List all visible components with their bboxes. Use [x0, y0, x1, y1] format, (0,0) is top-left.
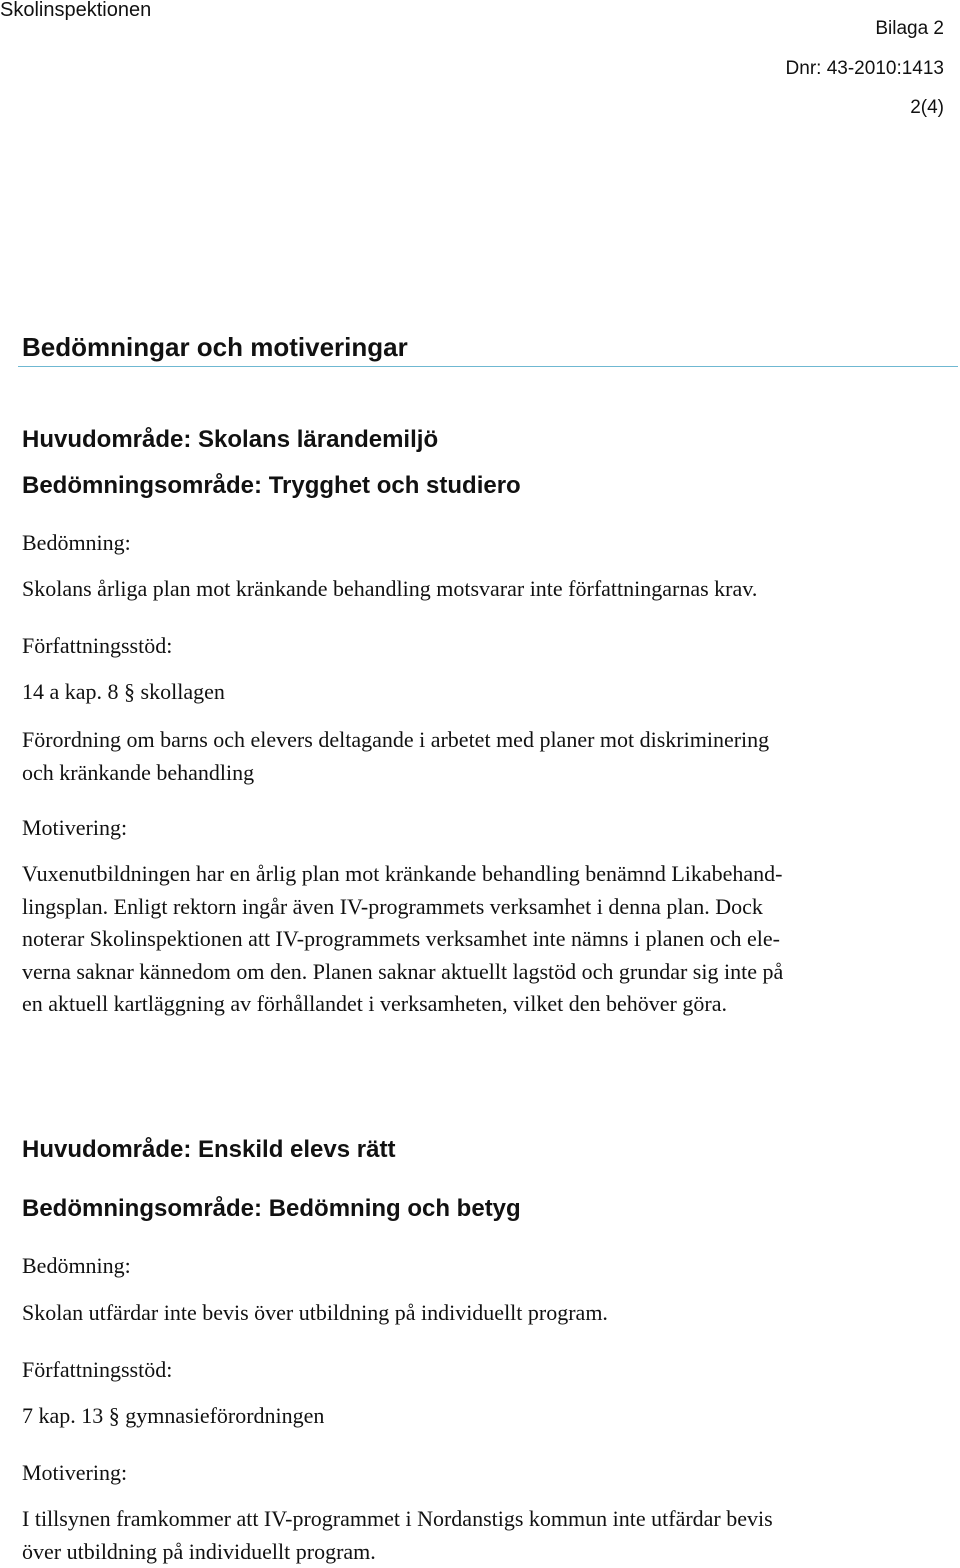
- legal-support-ref-1: 14 a kap. 8 § skollagen: [22, 679, 225, 704]
- section-title: Bedömningar och motiveringar: [22, 332, 408, 362]
- motivation-label-1: Motivering:: [22, 815, 128, 840]
- motivation-text-2: [22, 1503, 947, 1568]
- motivation-line: verna saknar kännedom om den. Planen saknar aktuellt lagstöd och grundar sig inte på: [22, 958, 784, 984]
- section-divider: [18, 366, 958, 367]
- motivation-text-1: [22, 858, 947, 1021]
- attachment-label: Bilaga 2: [875, 18, 944, 39]
- assessment-area-heading-2: Bedömningsområde: Bedömning och betyg: [22, 1195, 521, 1222]
- main-area-heading-2: Huvudområde: Enskild elevs rätt: [22, 1136, 396, 1163]
- organization-name: Skolinspektionen: [0, 0, 152, 21]
- document-number: Dnr: 43-2010:1413: [785, 58, 944, 79]
- assessment-text-2: Skolan utfärdar inte bevis över utbildning på individuellt program.: [22, 1300, 608, 1325]
- main-area-heading-1: Huvudområde: Skolans lärandemiljö: [22, 426, 439, 453]
- assessment-label-2: Bedömning:: [22, 1253, 131, 1278]
- page-number: 2(4): [910, 97, 944, 118]
- assessment-text-1: Skolans årliga plan mot kränkande behandling motsvarar inte författningarnas krav.: [22, 576, 758, 601]
- motivation-label-2: Motivering:: [22, 1460, 128, 1485]
- motivation-line: över utbildning på individuellt program.: [22, 1538, 376, 1564]
- legal-support-label-2: Författningsstöd:: [22, 1357, 173, 1382]
- ordinance-line: Förordning om barns och elevers deltagande i arbetet med planer mot diskriminering: [22, 727, 770, 752]
- motivation-line: I tillsynen framkommer att IV-programmet i Nordanstigs kommun inte utfärdar bevis: [22, 1506, 773, 1531]
- assessment-area-heading-1: Bedömningsområde: Trygghet och studiero: [22, 472, 521, 499]
- ordinance-line: och kränkande behandling: [22, 759, 255, 785]
- legal-support-ordinance: [22, 724, 947, 789]
- motivation-line: en aktuell kartläggning av förhållandet i verksamheten, vilket den behöver göra.: [22, 991, 727, 1016]
- legal-support-label-1: Författningsstöd:: [22, 633, 173, 658]
- motivation-line: noterar Skolinspektionen att IV-programmets verksamhet inte nämns i planen och ele-: [22, 926, 780, 951]
- motivation-line: Vuxenutbildningen har en årlig plan mot kränkande behandling benämnd Likabehand-: [22, 861, 783, 886]
- legal-support-ref-2: 7 kap. 13 § gymnasieförordningen: [22, 1403, 325, 1428]
- motivation-line: lingsplan. Enligt rektorn ingår även IV-programmets verksamhet i denna plan. Dock: [22, 893, 763, 919]
- assessment-label-1: Bedömning:: [22, 530, 131, 555]
